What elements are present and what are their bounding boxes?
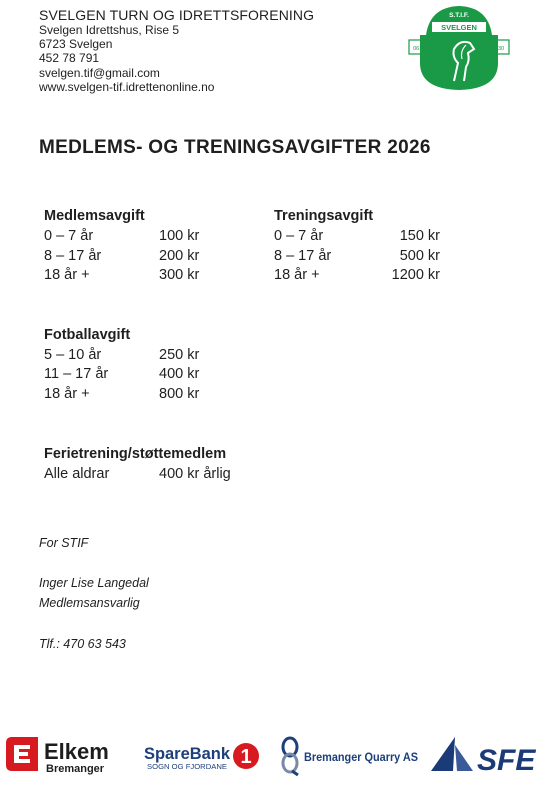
fee-age: 8 – 17 år <box>274 248 332 264</box>
elkem-sub: Bremanger <box>46 763 105 775</box>
website-line: www.svelgen-tif.idrettenonline.no <box>39 79 215 94</box>
club-logo <box>408 5 510 91</box>
fee-age: 18 år + <box>274 267 320 283</box>
fee-age: 0 – 7 år <box>44 228 94 244</box>
fee-age: Alle aldrar <box>44 466 110 482</box>
fee-price: 100 kr <box>159 228 200 244</box>
sfe-sail-icon <box>431 737 455 771</box>
fee-price: 150 kr <box>399 228 440 244</box>
logo-year-right: 1930 <box>491 46 505 52</box>
page-title: MEDLEMS- OG TRENINGSAVGIFTER 2026 <box>39 137 431 158</box>
fee-price: 400 kr årlig <box>159 466 231 482</box>
section-title: Medlemsavgift <box>44 208 145 224</box>
elkem-name: Elkem <box>44 739 109 764</box>
sponsor-quarry-logo <box>278 735 420 777</box>
address-line: 6723 Svelgen <box>39 37 113 52</box>
signature-name: Inger Lise Langedal <box>39 576 149 590</box>
sparebank-number: 1 <box>240 746 252 768</box>
logo-year-left: 06.09 <box>413 46 427 52</box>
logo-top-text: S.T.I.F. <box>449 12 469 19</box>
email-line: svelgen.tif@gmail.com <box>39 65 160 80</box>
fee-age: 0 – 7 år <box>274 228 324 244</box>
fee-age: 5 – 10 år <box>44 347 102 363</box>
section-title: Fotballavgift <box>44 327 131 343</box>
fee-price: 500 kr <box>399 248 440 264</box>
fee-price: 250 kr <box>159 347 200 363</box>
sparebank-sub: SOGN OG FJORDANE <box>147 764 228 771</box>
section-fotballavgift <box>44 327 244 407</box>
signature-phone: Tlf.: 470 63 543 <box>39 637 126 651</box>
fee-price: 300 kr <box>159 267 200 283</box>
sfe-name: SFE <box>477 744 536 777</box>
fee-age: 8 – 17 år <box>44 248 102 264</box>
signature-for: For STIF <box>39 536 89 550</box>
fee-age: 11 – 17 år <box>44 366 109 382</box>
sponsor-elkem-logo <box>4 735 128 777</box>
section-title: Treningsavgift <box>274 208 374 224</box>
fee-price: 800 kr <box>159 386 200 402</box>
section-ferietrening <box>44 446 304 486</box>
org-address <box>39 23 214 94</box>
sponsor-sfe-logo <box>429 735 541 777</box>
section-medlemsavgift <box>44 208 244 288</box>
fee-age: 18 år + <box>44 386 90 402</box>
fee-price: 200 kr <box>159 248 200 264</box>
fee-age: 18 år + <box>44 267 90 283</box>
quarry-name: Bremanger Quarry AS <box>304 750 418 764</box>
logo-band-text: SVELGEN <box>441 23 477 32</box>
sparebank-name: SpareBank <box>144 744 231 763</box>
org-name: SVELGEN TURN OG IDRETTSFORENING <box>39 7 315 23</box>
section-title: Ferietrening/støttemedlem <box>44 446 227 462</box>
fee-price: 1200 kr <box>391 267 440 283</box>
phone-line: 452 78 791 <box>39 51 100 66</box>
sponsor-sparebank-logo <box>143 740 263 772</box>
section-treningsavgift <box>274 208 444 288</box>
address-line: Svelgen Idrettshus, Rise 5 <box>39 23 180 37</box>
fee-price: 400 kr <box>159 366 200 382</box>
signature-role: Medlemsansvarlig <box>39 596 140 610</box>
